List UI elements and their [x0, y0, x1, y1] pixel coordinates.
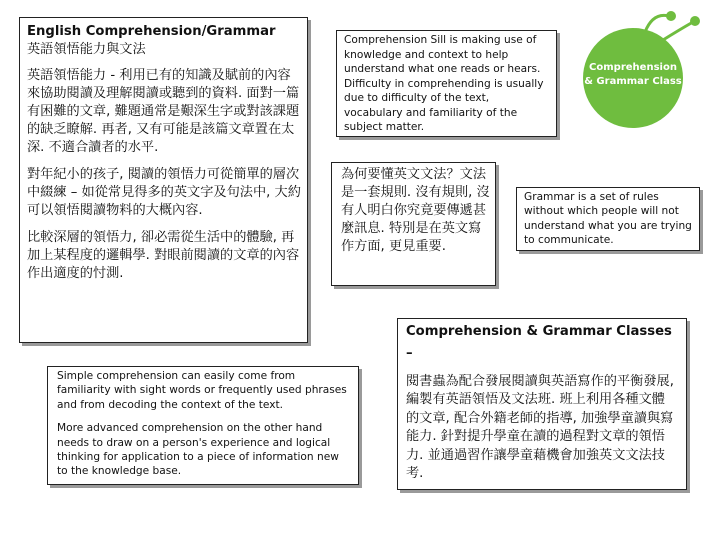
classes-title: Comprehension & Grammar Classes –	[406, 324, 672, 361]
intro-paragraph: 對年紀小的孩子, 閱讀的領悟力可從簡單的層次中綴練 – 如從常見得多的英文字及句法中, 大約可以領悟閱讀物料的大概內容.	[27, 167, 301, 218]
intro-title: English Comprehension/Grammar	[27, 24, 276, 39]
why-grammar-box	[331, 162, 496, 286]
why-grammar-text: 為何要懂英文文法？文法是一套規則. 沒有規則, 沒有人明白你究竟要傳遞甚麼訊息. 特別是在英文寫作方面, 更見重要.	[341, 167, 490, 254]
intro-paragraph: 比較深層的領悟力, 卻必需從生活中的體驗, 再加上某程度的邏輯學. 對眼前閱讀的文章的內容作出適度的忖測.	[27, 230, 300, 281]
classes-box	[397, 318, 687, 490]
grammar-definition-box	[516, 187, 700, 251]
simple-comprehension-box	[47, 366, 359, 485]
comprehension-definition-text: Comprehension Sill is making use of knowledge and context to help understand what one reads or hears. Difficulty in comprehending is usually due to difficulty of the text, vocabulary and familiarity of the subject matter.	[344, 34, 544, 133]
badge-label: Comprehension & Grammar Class	[584, 62, 682, 87]
comprehension-grammar-intro-box	[19, 17, 308, 343]
intro-subtitle: 英語領悟能力與文法	[27, 42, 146, 57]
class-badge	[583, 24, 687, 128]
advanced-comprehension-paragraph: More advanced comprehension on the other hand needs to draw on a person's experience and logical thinking for application to a piece of information new to the knowledge base.	[57, 422, 339, 478]
grammar-definition-text: Grammar is a set of rules without which people will not understand what you are trying to communicate.	[524, 191, 692, 246]
comprehension-definition-box	[336, 30, 557, 137]
intro-paragraph: 英語領悟能力 - 利用已有的知識及賦前的內容來協助閱讀及理解閱讀或聽到的資料. 面對一篇有困難的文章, 難題通常是艱深生字或對該課題的缺乏瞭解. 再者, 又有可能是該篇文章置在太深. 不適合讀者的水平.	[27, 68, 300, 155]
classes-body: 閱書蟲為配合發展閱讀與英語寫作的平衡發展, 編製有英語領悟及文法班. 班上利用各種文體的文章, 配合外籍老師的指導, 加強學童讀與寫能力. 針對提升學童在讀的過程對文章的領悟力. 並通過習作讓學童藉機會加強英文文法技考.	[406, 374, 674, 482]
simple-comprehension-paragraph: Simple comprehension can easily come from familiarity with sight words or frequently used phrases and from decoding the context of the text.	[57, 370, 347, 411]
